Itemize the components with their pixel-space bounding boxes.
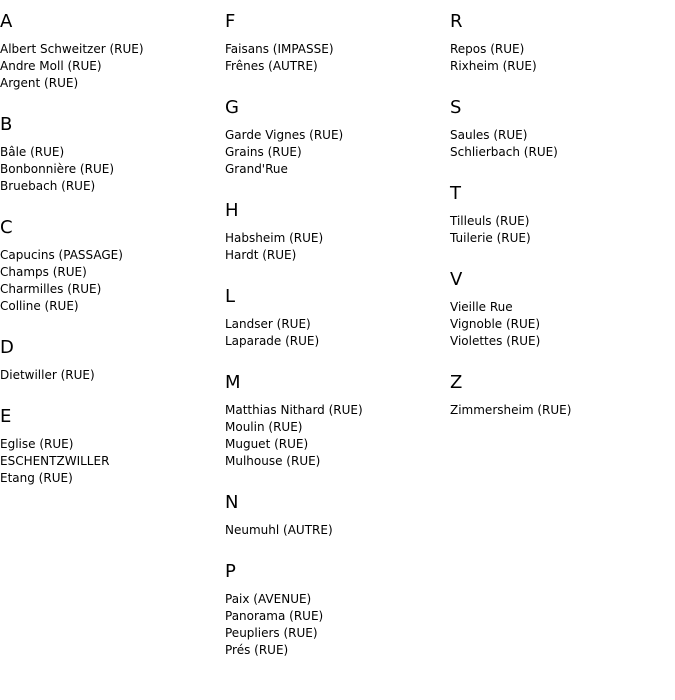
letter-group (225, 492, 450, 539)
street-list (450, 299, 675, 350)
street-list (450, 41, 675, 75)
index-column-2 (225, 0, 450, 659)
letter-heading: P (225, 561, 236, 582)
street-link[interactable]: Capucins (PASSAGE) (0, 248, 123, 262)
letter-group (0, 406, 225, 487)
street-link[interactable]: Eglise (RUE) (0, 437, 74, 451)
letter-group (225, 97, 450, 178)
street-link[interactable]: Colline (RUE) (0, 299, 79, 313)
street-link[interactable]: Frênes (AUTRE) (225, 59, 318, 73)
street-list (450, 402, 675, 419)
street-link[interactable]: Muguet (RUE) (225, 437, 309, 451)
letter-heading: A (0, 11, 13, 32)
street-list (0, 247, 225, 315)
letter-heading: S (450, 97, 462, 118)
letter-group (450, 183, 675, 247)
street-link[interactable]: Hardt (RUE) (225, 248, 297, 262)
street-list (0, 41, 225, 92)
street-link[interactable]: Matthias Nithard (RUE) (225, 403, 363, 417)
street-link[interactable]: Garde Vignes (RUE) (225, 128, 344, 142)
letter-group (225, 561, 450, 659)
street-link[interactable]: Prés (RUE) (225, 643, 289, 657)
street-link[interactable]: Schlierbach (RUE) (450, 145, 558, 159)
letter-heading: F (225, 11, 236, 32)
letter-heading: G (225, 97, 239, 118)
letter-heading: T (450, 183, 461, 204)
street-link[interactable]: Vignoble (RUE) (450, 317, 541, 331)
letter-heading: E (0, 406, 12, 427)
street-list (450, 127, 675, 161)
street-link[interactable]: Landser (RUE) (225, 317, 311, 331)
street-list (225, 591, 450, 659)
street-link[interactable]: Bonbonnière (RUE) (0, 162, 114, 176)
street-link[interactable]: Grand'Rue (225, 162, 288, 176)
letter-heading: B (0, 114, 13, 135)
letter-group (450, 269, 675, 350)
street-link[interactable]: Grains (RUE) (225, 145, 302, 159)
street-link[interactable]: Paix (AVENUE) (225, 592, 312, 606)
index-column-1 (0, 0, 225, 487)
letter-heading: M (225, 372, 241, 393)
street-link[interactable]: Charmilles (RUE) (0, 282, 102, 296)
letter-heading: D (0, 337, 14, 358)
letter-heading: R (450, 11, 463, 32)
letter-group (450, 97, 675, 161)
street-link[interactable]: Vieille Rue (450, 300, 513, 314)
street-link[interactable]: Argent (RUE) (0, 76, 79, 90)
street-list (225, 316, 450, 350)
street-link[interactable]: Bâle (RUE) (0, 145, 65, 159)
letter-group (0, 217, 225, 315)
street-list (225, 230, 450, 264)
street-link[interactable]: Tuilerie (RUE) (450, 231, 531, 245)
letter-group (225, 200, 450, 264)
street-link[interactable]: Saules (RUE) (450, 128, 528, 142)
letter-group (0, 337, 225, 384)
street-list (0, 367, 225, 384)
street-link[interactable]: Peupliers (RUE) (225, 626, 318, 640)
letter-heading: V (450, 269, 463, 290)
street-list (0, 144, 225, 195)
letter-group (225, 372, 450, 470)
street-link[interactable]: Champs (RUE) (0, 265, 87, 279)
street-link[interactable]: ESCHENTZWILLER (0, 454, 110, 468)
letter-heading: L (225, 286, 236, 307)
street-link[interactable]: Dietwiller (RUE) (0, 368, 95, 382)
street-link[interactable]: Laparade (RUE) (225, 334, 320, 348)
street-link[interactable]: Neumuhl (AUTRE) (225, 523, 333, 537)
street-link[interactable]: Bruebach (RUE) (0, 179, 96, 193)
index-column-3 (450, 0, 675, 419)
letter-group (450, 11, 675, 75)
letter-group (225, 11, 450, 75)
letter-heading: N (225, 492, 239, 513)
street-link[interactable]: Albert Schweitzer (RUE) (0, 42, 144, 56)
street-list (225, 41, 450, 75)
street-link[interactable]: Repos (RUE) (450, 42, 525, 56)
street-link[interactable]: Tilleuls (RUE) (450, 214, 530, 228)
street-link[interactable]: Zimmersheim (RUE) (450, 403, 572, 417)
street-link[interactable]: Panorama (RUE) (225, 609, 324, 623)
letter-heading: C (0, 217, 13, 238)
street-link[interactable]: Mulhouse (RUE) (225, 454, 321, 468)
letter-group (225, 286, 450, 350)
street-link[interactable]: Etang (RUE) (0, 471, 73, 485)
street-list (225, 522, 450, 539)
street-list (0, 436, 225, 487)
letter-heading: Z (450, 372, 463, 393)
street-link[interactable]: Rixheim (RUE) (450, 59, 537, 73)
street-link[interactable]: Andre Moll (RUE) (0, 59, 102, 73)
street-link[interactable]: Habsheim (RUE) (225, 231, 324, 245)
street-link[interactable]: Moulin (RUE) (225, 420, 303, 434)
street-link[interactable]: Violettes (RUE) (450, 334, 541, 348)
letter-group (0, 11, 225, 92)
street-list (225, 127, 450, 178)
letter-heading: H (225, 200, 239, 221)
street-list (225, 402, 450, 470)
street-link[interactable]: Faisans (IMPASSE) (225, 42, 334, 56)
street-list (450, 213, 675, 247)
letter-group (0, 114, 225, 195)
letter-group (450, 372, 675, 419)
